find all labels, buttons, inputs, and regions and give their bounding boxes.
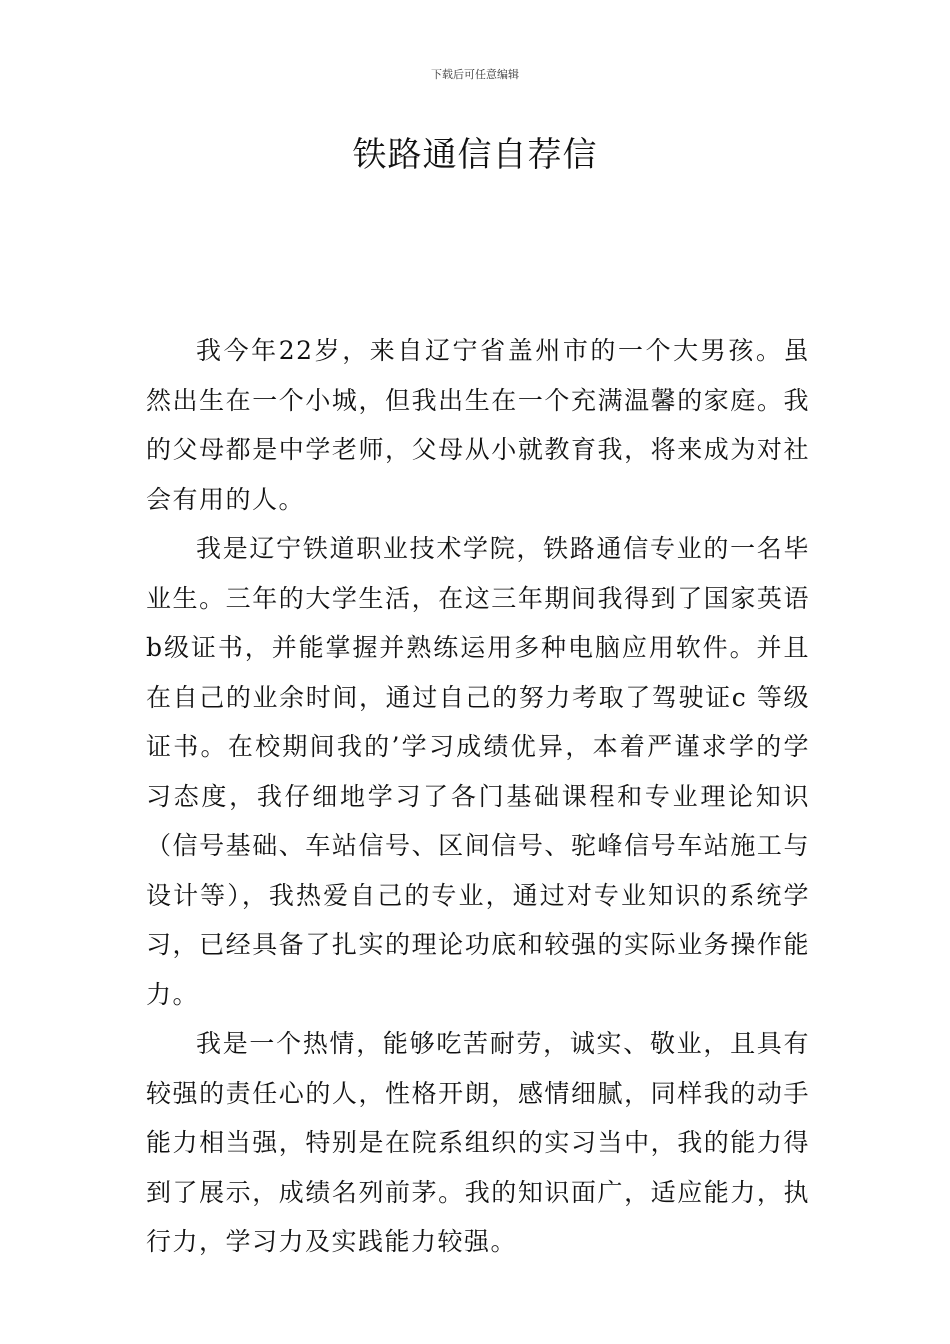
paragraph: 我是辽宁铁道职业技术学院，铁路通信专业的一名毕业生。三年的大学生活，在这三年期间我得到了国家英语b级证书，并能掌握并熟练运用多种电脑应用软件。并且在自己的业余时间，通过自己的努力考取了驾驶证c 等级证书。在校期间我的’学习成绩优异，本着严谨求学的学习态度，我仔细地学习了各门基础课程和专业理论知识（信号基础、车站信号、区间信号、驼峰信号车站施工与设计等），我热爱自己的专业，通过对专业知识的系统学习，已经具备了扎实的理论功底和较强的实际业务操作能力。 bbox=[146, 534, 810, 1009]
page-title: 铁路通信自荐信 bbox=[352, 135, 598, 175]
paragraph: 我是一个热情，能够吃苦耐劳，诚实、敬业，且具有较强的责任心的人，性格开朗，感情细腻，同样我的动手能力相当强，特别是在院系组织的实习当中，我的能力得到了展示，成绩名列前茅。我的知识面广，适应能力，执行力，学习力及实践能力较强。 bbox=[146, 1029, 810, 1256]
paragraph: 我今年22岁，来自辽宁省盖州市的一个大男孩。虽然出生在一个小城，但我出生在一个充满温馨的家庭。我的父母都是中学老师，父母从小就教育我，将来成为对社会有用的人。 bbox=[146, 336, 810, 514]
header-note: 下载后可任意编辑 bbox=[431, 68, 519, 81]
letter-body bbox=[146, 326, 810, 1267]
